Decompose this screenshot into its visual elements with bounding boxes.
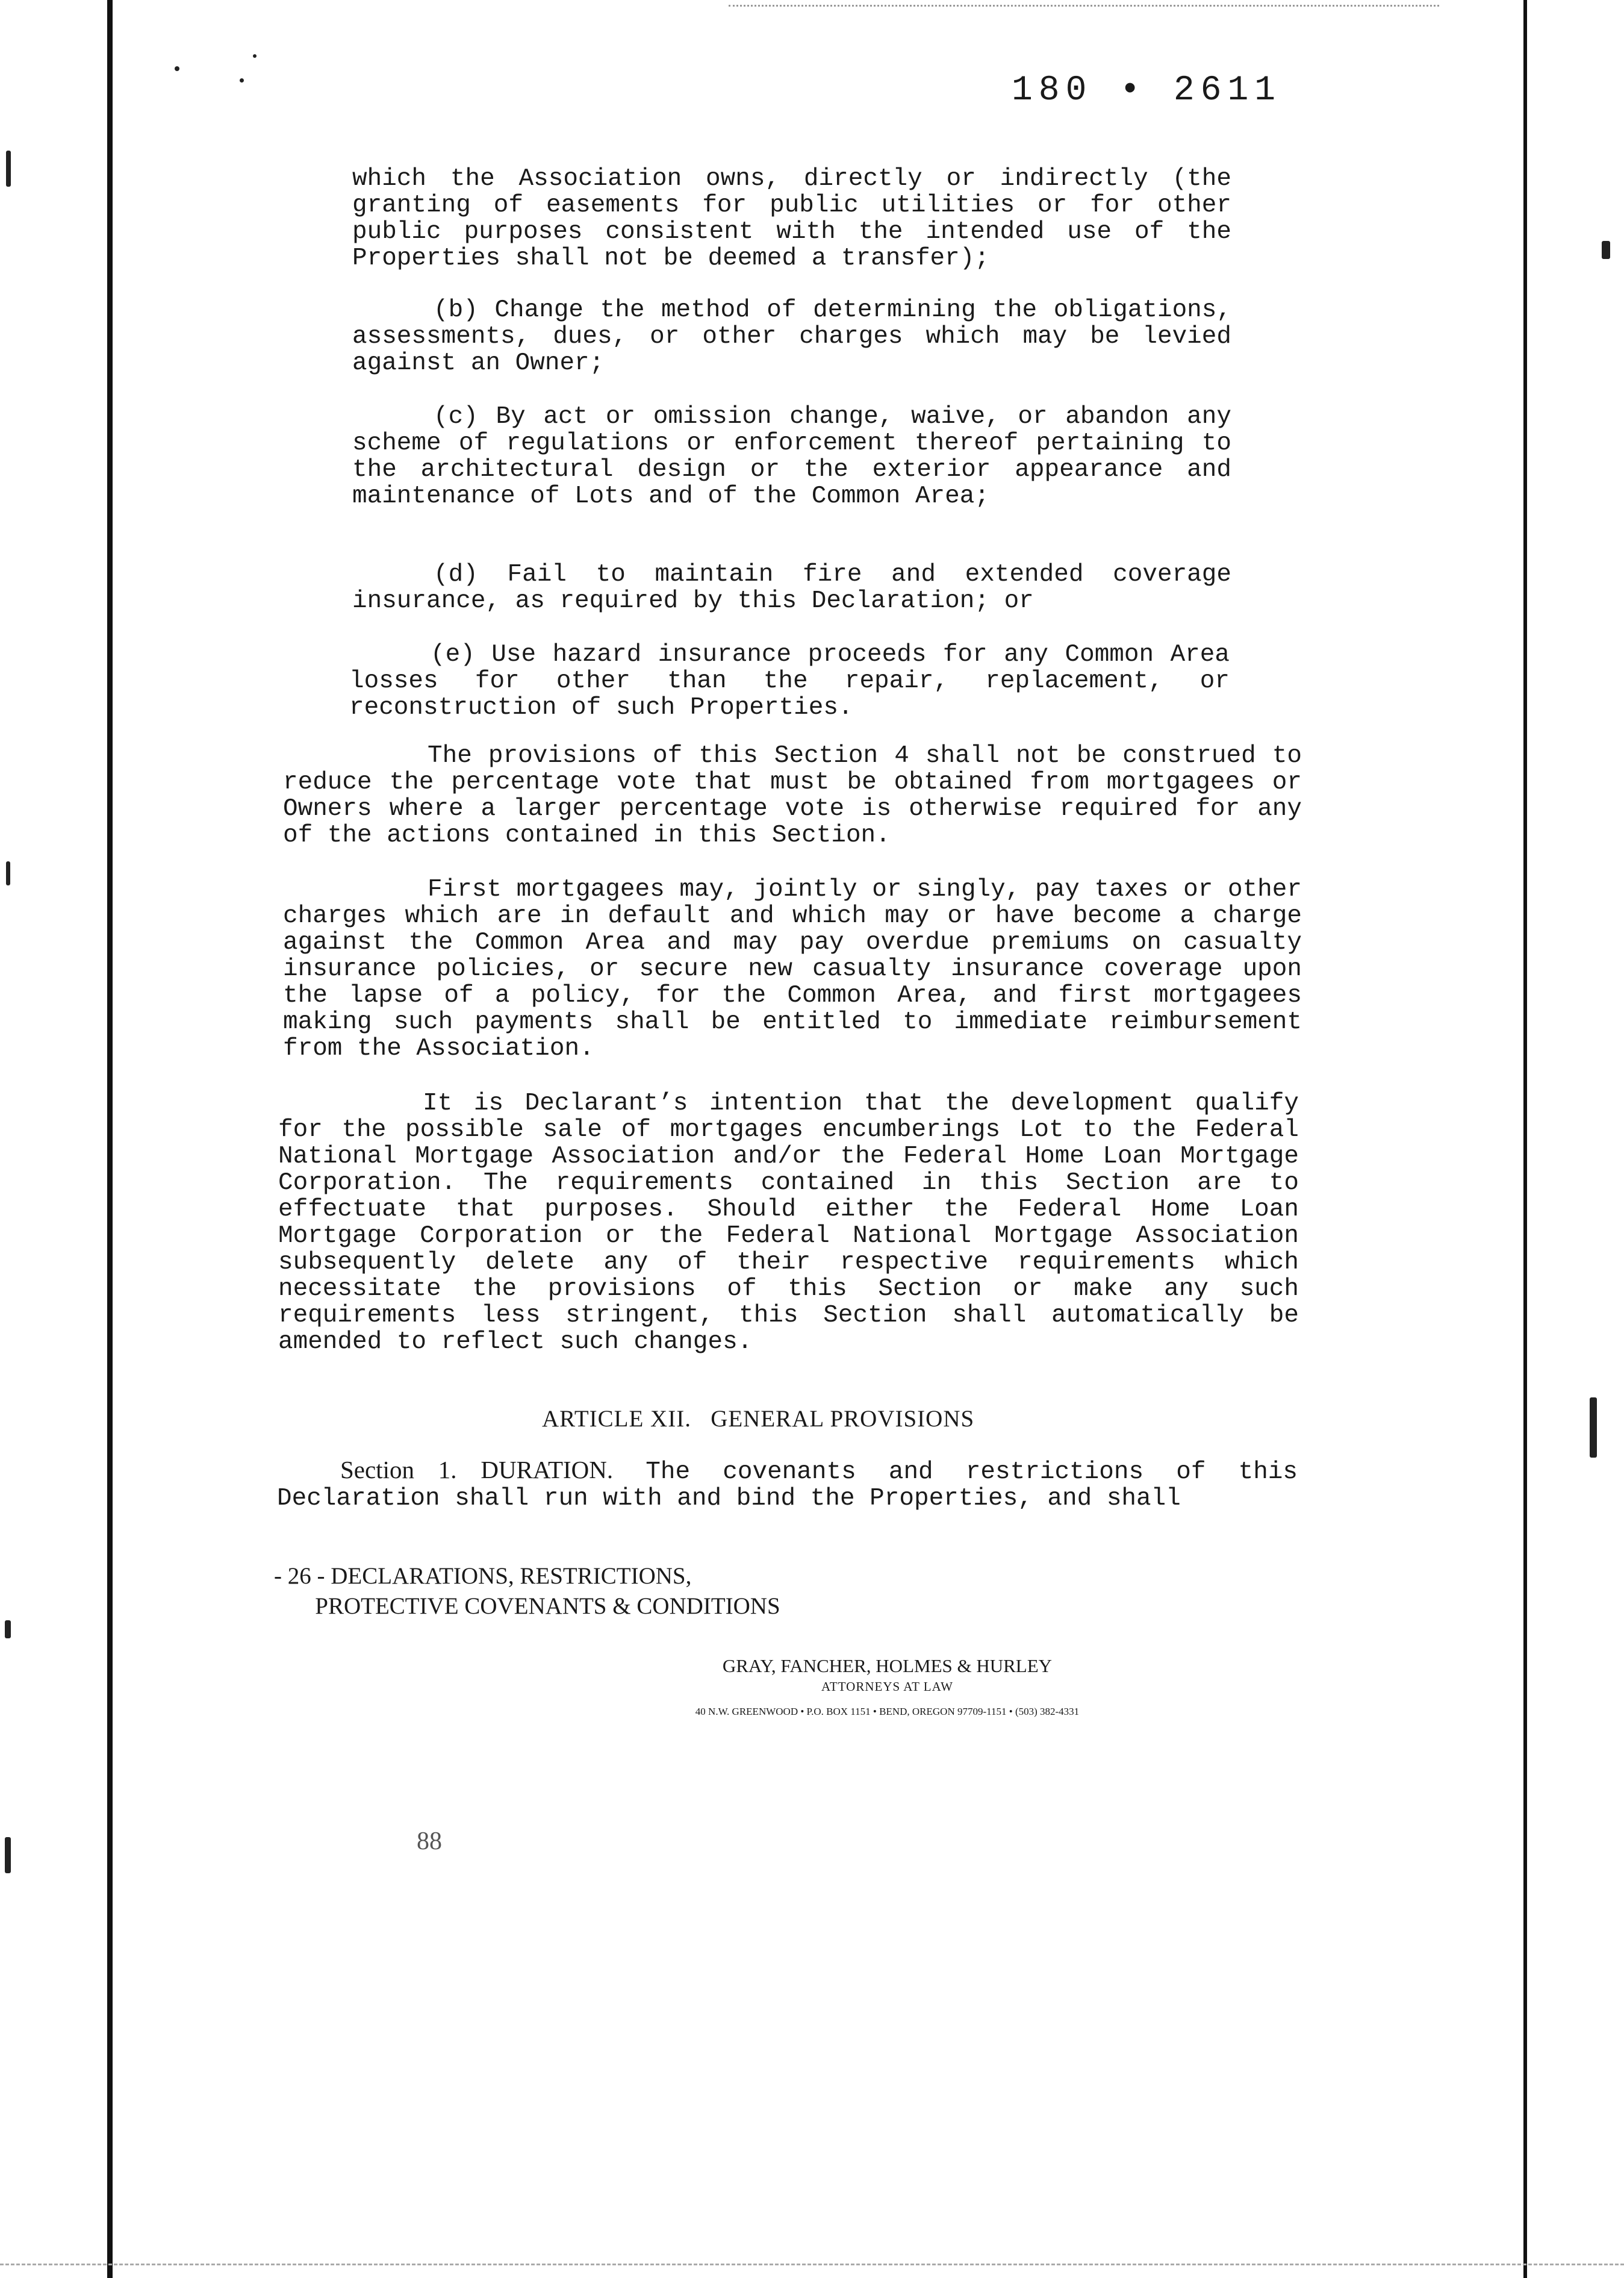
scan-speck [1590, 1397, 1597, 1458]
scan-speck [6, 861, 10, 885]
scan-left-border [107, 0, 113, 2278]
paragraph-item-d: (d) Fail to maintain fire and extended coverage insurance, as required by this Declaration; or [352, 561, 1231, 615]
scan-right-border [1523, 0, 1527, 2278]
scan-speck [5, 1620, 11, 1638]
paragraph-item-c: (c) By act or omission change, waive, or abandon any scheme of regulations or enforcement thereof pertaining to the architectural design or the exterior appearance and maintenance of Lots and of the Common Area; [352, 403, 1231, 510]
scan-speck [175, 66, 179, 71]
firm-subtitle: ATTORNEYS AT LAW [821, 1679, 953, 1694]
scan-speck [6, 151, 11, 187]
firm-name: GRAY, FANCHER, HOLMES & HURLEY [722, 1655, 1053, 1676]
article-heading: ARTICLE XII. GENERAL PROVISIONS [542, 1406, 975, 1432]
scan-bottom-line [0, 2264, 1624, 2267]
page-number: 180 • 2611 [1012, 71, 1282, 110]
paragraph-item-b: (b) Change the method of determining the obligations, assessments, dues, or other charges which may be levied against an Owner; [352, 296, 1231, 377]
firm-address: 40 N.W. GREENWOOD • P.O. BOX 1151 • BEND, OREGON 97709-1151 • (503) 382-4331 [695, 1706, 1080, 1717]
scan-speck [253, 54, 257, 58]
section-1-duration [277, 1456, 1298, 1512]
scan-speck [1602, 241, 1610, 259]
scan-speck [240, 78, 244, 83]
paragraph-declarant-intention: It is Declarant’s intention that the development qualify for the possible sale of mortgages encumberings Lot to the Federal National Mortgage Association and/or the Federal Home Loan Mortgage Corporation. The requirements contained in this Section are to effectuate that purposes. Should either the Federal Home Loan Mortgage Corporation or the Federal National Mortgage Association subsequently delete any of their respective requirements which necessitate the provisions of this Section or make any such requirements less stringent, this Section shall automatically be amended to reflect such changes. [278, 1090, 1299, 1356]
paragraph-item-e: (e) Use hazard insurance proceeds for any Common Area losses for other than the repair, replacement, or reconstruction of such Properties. [349, 641, 1230, 722]
margin-stamp: 88 [417, 1827, 442, 1855]
paragraph-provisions: The provisions of this Section 4 shall not be construed to reduce the percentage vote that must be obtained from mortgagees or Owners where a larger percentage vote is otherwise required for any of the actions contained in this Section. [283, 742, 1302, 849]
scan-speck [5, 1837, 11, 1873]
scan-top-line [729, 5, 1439, 8]
footer-document-title: - 26 - DECLARATIONS, RESTRICTIONS, PROTECTIVE COVENANTS & CONDITIONS [274, 1563, 780, 1619]
paragraph-continued: which the Association owns, directly or indirectly (the granting of easements for public utilities or for other public purposes consistent with the intended use of the Properties shall not be deemed a transfer); [352, 165, 1231, 272]
section-1-text: The covenants and restrictions of this Declaration shall run with and bind the Properties, and shall [277, 1458, 1298, 1512]
section-1-label: Section 1. DURATION. [340, 1456, 614, 1484]
paragraph-first-mortgagees: First mortgagees may, jointly or singly, pay taxes or other charges which are in default and which may or have become a charge against the Common Area and may pay overdue premiums on casualty insurance policies, or secure new casualty insurance coverage upon the lapse of a policy, for the Common Area, and first mortgagees making such payments shall be entitled to immediate reimbursement from the Association. [283, 876, 1302, 1063]
